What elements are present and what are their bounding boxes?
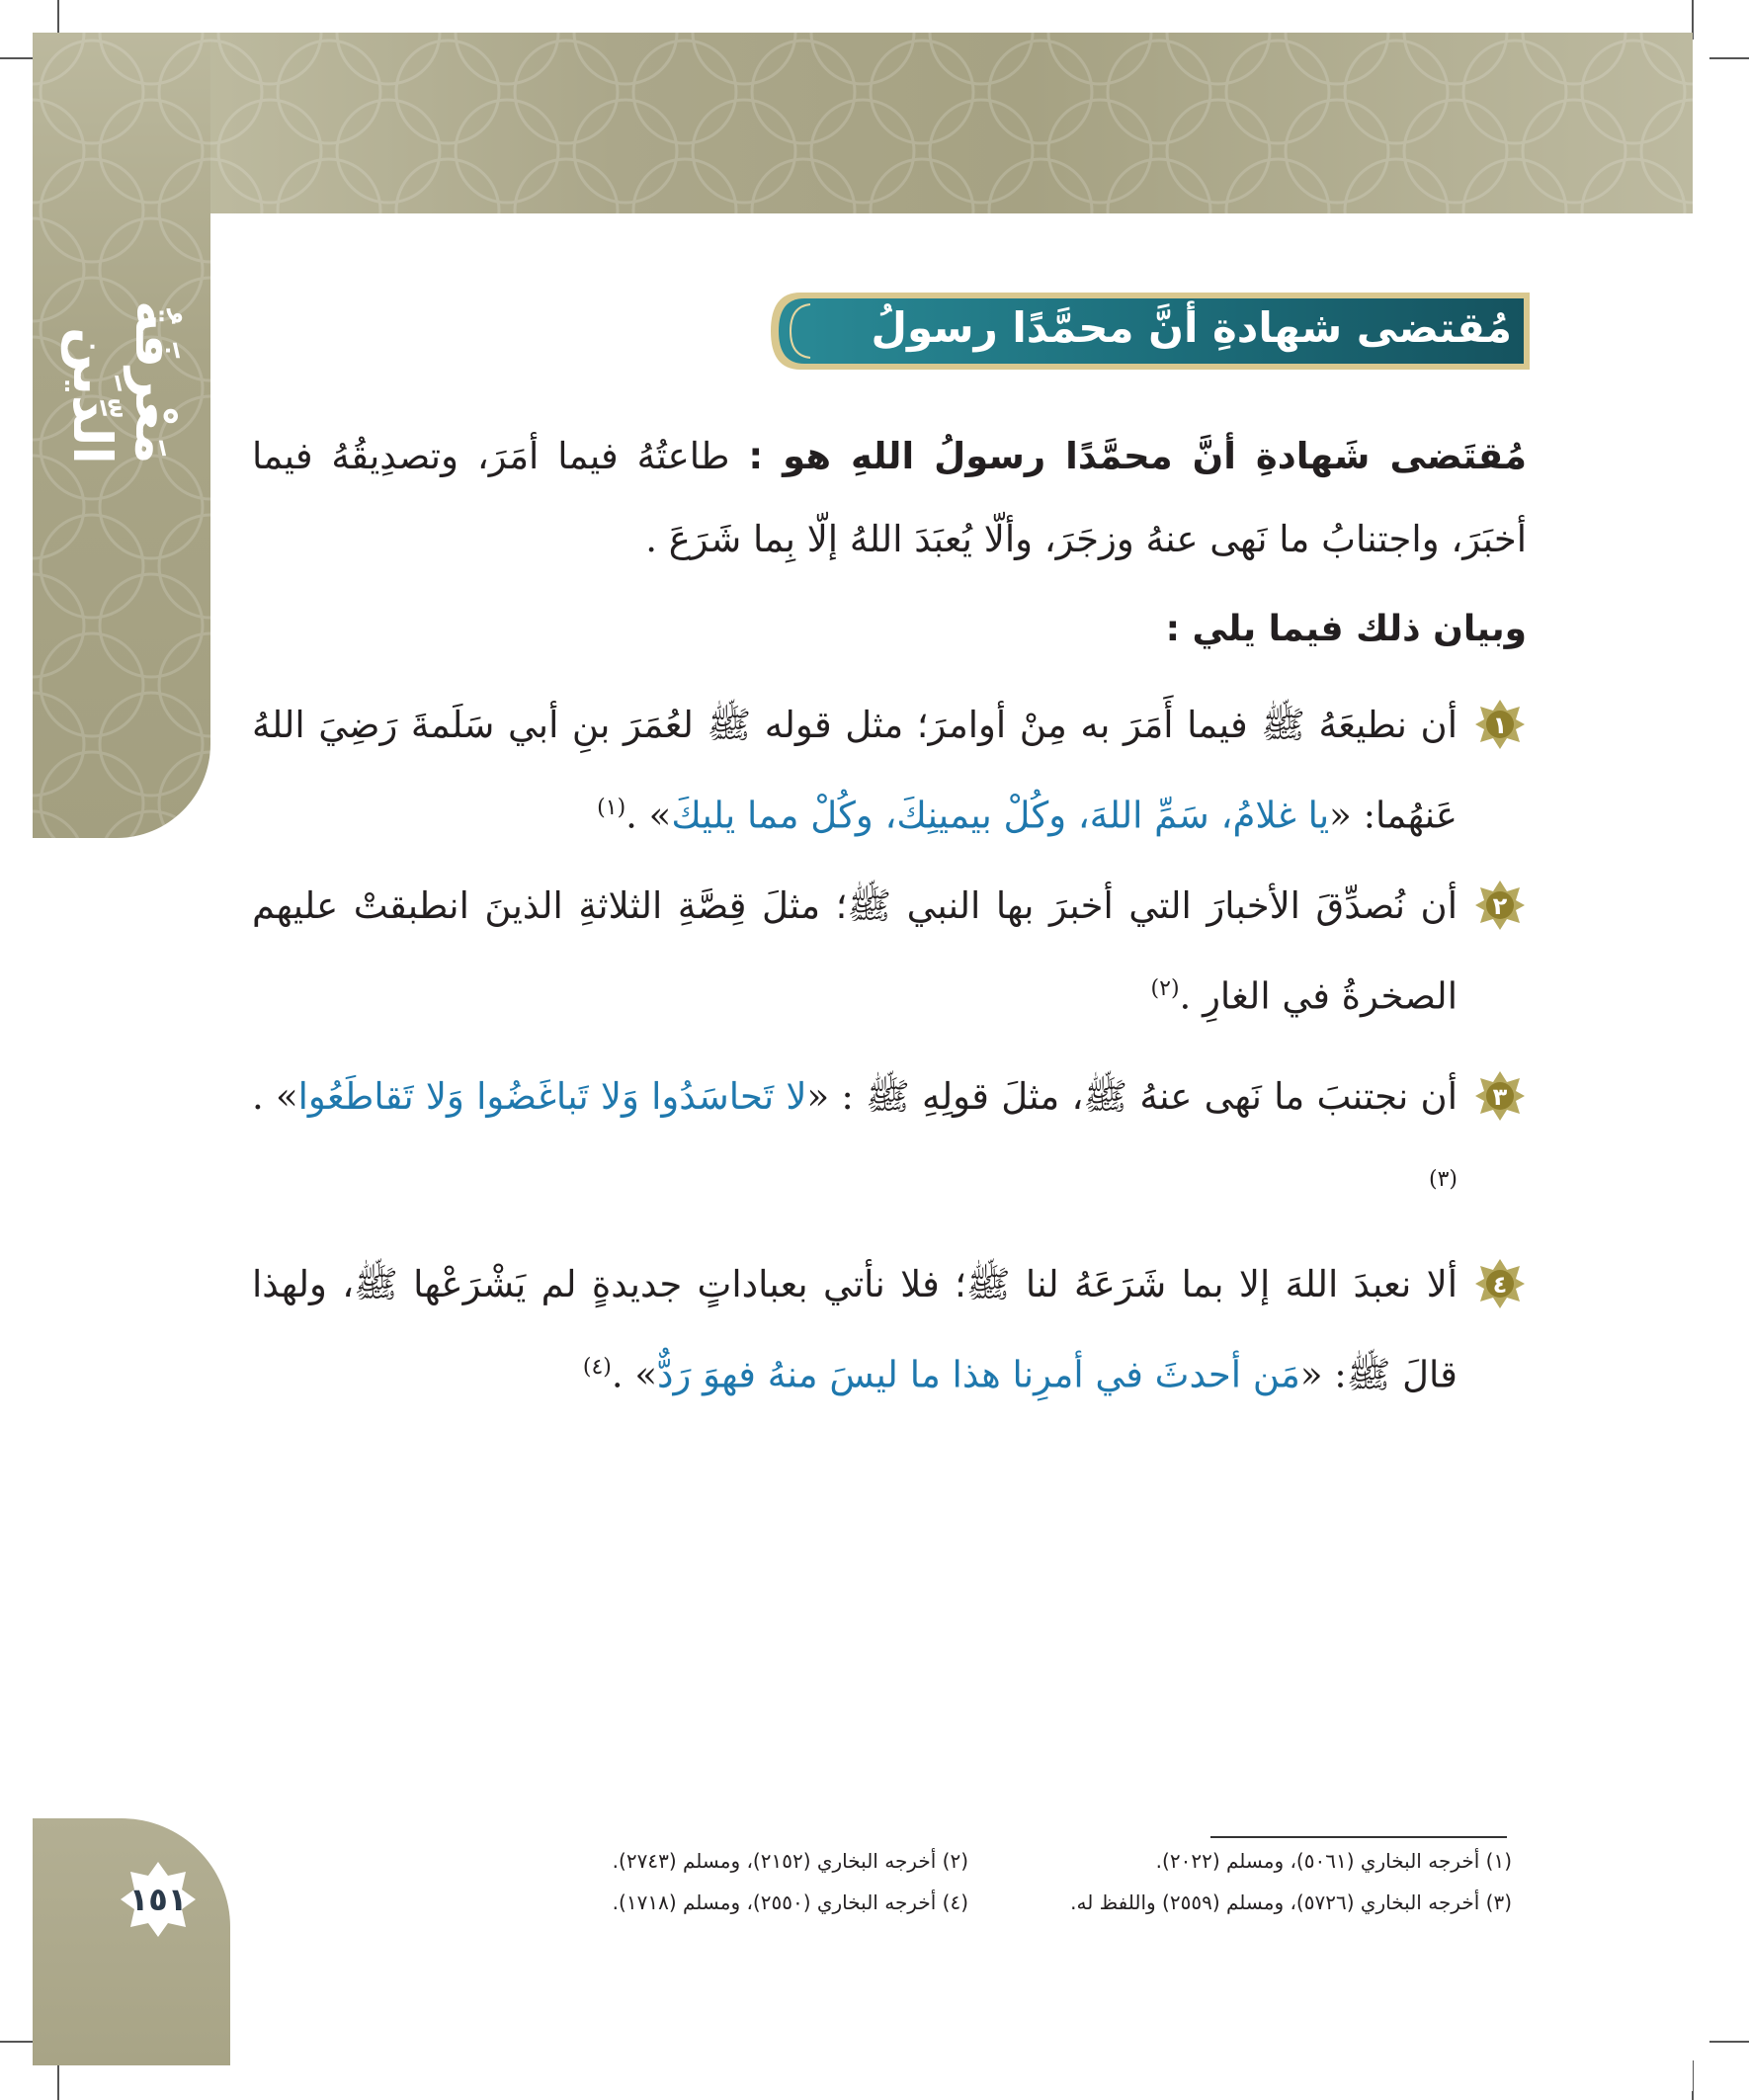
item-tail: » . bbox=[252, 1075, 298, 1118]
item-body: أن نُصدِّقَ الأخبارَ التي أخبرَ بها النبي ﷺ؛ مثلَ قِصَّةِ الثلاثةِ الذينَ انطبقتْ عليهم الصخرةُ في الغارِ . bbox=[252, 884, 1458, 1018]
item-number: ٤ bbox=[1492, 1271, 1508, 1299]
footnote: (٢) أخرجه البخاري (٢١٥٢)، ومسلم (٢٧٤٣). bbox=[612, 1849, 968, 1873]
item-text bbox=[252, 1055, 1458, 1228]
item-text bbox=[252, 865, 1458, 1038]
page-number: ١٥١ bbox=[128, 1881, 188, 1918]
item-body: ألا نعبدَ اللهَ إلا بما شَرَعَهُ لنا ﷺ؛ فلا نأتي بعباداتٍ جديدةٍ لم يَشْرَعْها ﷺ، ولهذا قالَ ﷺ: « bbox=[252, 1263, 1458, 1396]
hadith-quote: يا غلامُ، سَمِّ اللهَ، وكُلْ بيمينِكَ، وكُلْ مما يليكَ bbox=[671, 794, 1330, 837]
item-tail: » . bbox=[611, 1353, 658, 1396]
page-corner bbox=[33, 1818, 230, 2065]
item-body: أن نجتنبَ ما نَهى عنهُ ﷺ، مثلَ قولِهِ ﷺ : « bbox=[806, 1075, 1458, 1118]
list-item bbox=[252, 1055, 1527, 1223]
footnote-ref: (٤) bbox=[582, 1355, 612, 1380]
crop-mark bbox=[57, 2060, 59, 2100]
number-badge bbox=[1473, 879, 1527, 932]
sidebar-title: مَعْرِفَةُ الدِّين bbox=[61, 300, 186, 464]
number-badge bbox=[1473, 1257, 1527, 1310]
item-text bbox=[252, 684, 1458, 857]
footnote: (٤) أخرجه البخاري (٢٥٥٠)، ومسلم (١٧١٨). bbox=[612, 1890, 968, 1914]
crop-mark bbox=[1709, 57, 1749, 59]
footnote: (٣) أخرجه البخاري (٥٧٢٦)، ومسلم (٢٥٥٩) واللفظ له. bbox=[1070, 1890, 1512, 1914]
item-number: ٣ bbox=[1492, 1083, 1508, 1111]
header-band bbox=[33, 33, 1693, 213]
footnote-ref: (١) bbox=[597, 796, 626, 820]
list-item bbox=[252, 1243, 1527, 1411]
intro-lead: مُقتَضى شَهادةِ أنَّ محمَّدًا رسولُ اللهِ هو : bbox=[748, 435, 1527, 477]
list-item bbox=[252, 865, 1527, 1033]
crop-mark bbox=[1709, 2041, 1749, 2043]
footnote-ref: (٢) bbox=[1150, 976, 1180, 1001]
footnote-ref: (٣) bbox=[1428, 1167, 1458, 1192]
section-title: مُقتضى شهادةِ أنَّ محمَّدًا رسولُ اللهِ bbox=[871, 303, 1512, 429]
footnotes bbox=[415, 1840, 1512, 1923]
intro-paragraph bbox=[252, 415, 1527, 581]
subheading: وبيان ذلك فيما يلي : bbox=[1165, 609, 1527, 649]
item-tail: » . bbox=[625, 794, 672, 837]
item-body: أن نطيعَهُ ﷺ فيما أَمَرَ به مِنْ أوامرَ؛ مثل قوله ﷺ لعُمَرَ بنِ أبي سَلَمةَ رَضِيَ اللهُ عَنهُما: « bbox=[252, 704, 1458, 837]
item-number: ٢ bbox=[1492, 892, 1508, 920]
number-badge bbox=[1473, 1069, 1527, 1123]
intro-body: طاعتُهُ فيما أمَرَ، وتصدِيقُهُ فيما أخبَرَ، واجتنابُ ما نَهى عنهُ وزجَرَ، وألّا يُعبَدَ اللهُ إلّا بِما شَرَعَ . bbox=[252, 435, 1527, 560]
hadith-quote: لا تَحاسَدُوا وَلا تَباغَضُوا وَلا تَقاطَعُوا bbox=[297, 1075, 807, 1118]
list-item bbox=[252, 684, 1527, 852]
item-text bbox=[252, 1243, 1458, 1416]
page-number-wrap bbox=[119, 1860, 198, 1939]
footnote: (١) أخرجه البخاري (٥٠٦١)، ومسلم (٢٠٢٢). bbox=[1155, 1849, 1512, 1873]
item-number: ١ bbox=[1492, 712, 1508, 739]
footnote-divider bbox=[1210, 1836, 1507, 1838]
hadith-quote: مَن أحدثَ في أمرِنا هذا ما ليسَ منهُ فهوَ رَدٌّ bbox=[657, 1353, 1300, 1396]
number-badge bbox=[1473, 698, 1527, 751]
